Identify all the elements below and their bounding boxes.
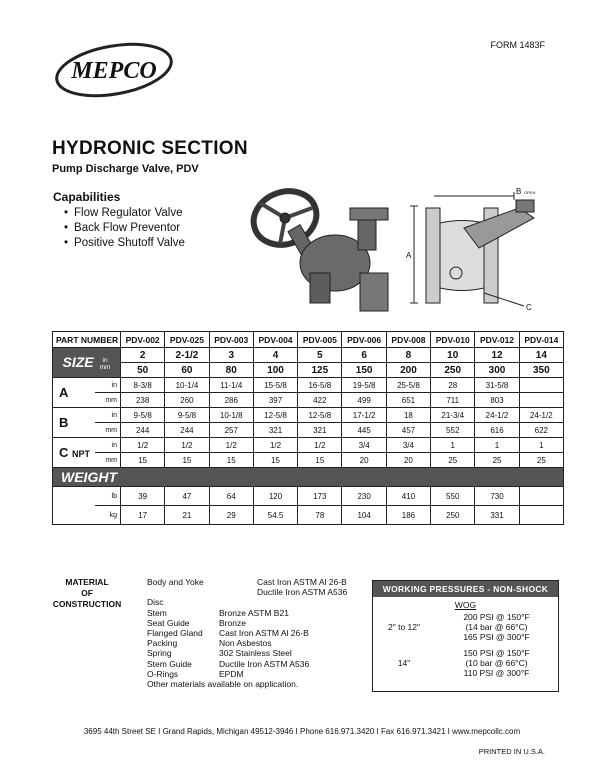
a-in-cell: 31-5/8 (475, 378, 519, 393)
pressure-value: (14 bar @ 66°C) (465, 622, 528, 632)
material-heading (52, 577, 122, 610)
wog-label: WOG (454, 600, 477, 610)
dim-c-label: C (59, 445, 69, 460)
weight-lb-cell: 550 (431, 487, 475, 506)
weight-lb-cell: 173 (298, 487, 342, 506)
a-in-cell: 8-3/8 (121, 378, 165, 393)
working-pressures-box (372, 580, 559, 692)
mepco-logo (52, 38, 182, 98)
size-mm-cell: 100 (253, 363, 297, 378)
a-mm-cell: 397 (253, 393, 297, 408)
a-mm-cell (519, 393, 563, 408)
logo-text: MEPCO (71, 58, 157, 84)
c-in-cell: 1/2 (165, 438, 209, 453)
weight-label: WEIGHT (53, 468, 564, 487)
material-key: Packing (147, 638, 178, 649)
capabilities-heading: Capabilities (53, 190, 121, 204)
c-in-cell: 1 (431, 438, 475, 453)
size-in-cell: 12 (475, 348, 519, 363)
footer-contact: 3695 44th Street SE I Grand Rapids, Michigan 49512-3946 I Phone 616.971.3420 I Fax 616.971.3421 I www.mepcollc.com (83, 727, 521, 736)
table-row (53, 378, 564, 393)
unit-label: in (95, 438, 121, 453)
pressure-size: 14" (397, 658, 411, 668)
b-mm-cell: 321 (298, 423, 342, 438)
table-row (53, 506, 564, 525)
material-row (147, 659, 369, 669)
size-mm-cell: 250 (431, 363, 475, 378)
weight-blank (53, 487, 95, 525)
size-in-cell: 2-1/2 (165, 348, 209, 363)
material-value: Cast Iron ASTM Al 26-B (219, 628, 309, 639)
table-row (53, 408, 564, 423)
material-row (147, 669, 369, 679)
part-cell: PDV-006 (342, 332, 386, 348)
c-mm-cell: 25 (475, 453, 519, 468)
table-row (53, 438, 564, 453)
a-mm-cell: 803 (475, 393, 519, 408)
size-mm-cell: 350 (519, 363, 563, 378)
material-value: Bronze (219, 617, 246, 628)
a-mm-cell: 651 (386, 393, 430, 408)
size-in-cell: 8 (386, 348, 430, 363)
weight-lb-cell: 64 (209, 487, 253, 506)
b-mm-cell: 622 (519, 423, 563, 438)
b-in-cell: 12-5/8 (298, 408, 342, 423)
weight-kg-cell: 21 (165, 506, 209, 525)
b-in-cell: 24-1/2 (519, 408, 563, 423)
material-value: Non Asbestos (219, 638, 272, 649)
weight-kg-cell: 54.5 (253, 506, 297, 525)
size-mm-cell: 50 (121, 363, 165, 378)
part-cell: PDV-025 (165, 332, 209, 348)
c-mm-cell: 20 (386, 453, 430, 468)
size-mm-cell: 300 (475, 363, 519, 378)
a-mm-cell: 711 (431, 393, 475, 408)
weight-kg-cell: 29 (209, 506, 253, 525)
a-in-cell: 28 (431, 378, 475, 393)
a-in-cell: 25-5/8 (386, 378, 430, 393)
unit-label: mm (95, 453, 121, 468)
c-in-cell: 3/4 (386, 438, 430, 453)
size-label-cell (53, 348, 121, 378)
material-key: Spring (147, 648, 172, 659)
pressure-value: 110 PSI @ 300°F (463, 668, 530, 678)
material-key: Seat Guide (147, 617, 190, 628)
weight-kg-cell: 104 (342, 506, 386, 525)
a-mm-cell: 499 (342, 393, 386, 408)
a-in-cell: 15-5/8 (253, 378, 297, 393)
c-mm-cell: 20 (342, 453, 386, 468)
dim-a-label: A (53, 378, 95, 408)
pressure-value: (10 bar @ 66°C) (465, 658, 528, 668)
label-open: OPEN (524, 190, 536, 195)
c-mm-cell: 15 (298, 453, 342, 468)
c-mm-cell: 15 (121, 453, 165, 468)
material-key: Flanged Gland (147, 628, 203, 639)
table-row (53, 468, 564, 487)
b-mm-cell: 244 (121, 423, 165, 438)
material-value: Ductile Iron ASTM A536 (219, 658, 310, 669)
valve-photo (240, 178, 400, 313)
c-mm-cell: 25 (519, 453, 563, 468)
material-key: Disc (147, 597, 164, 608)
c-mm-cell: 15 (165, 453, 209, 468)
a-in-cell: 16-5/8 (298, 378, 342, 393)
a-in-cell: 19-5/8 (342, 378, 386, 393)
a-mm-cell: 238 (121, 393, 165, 408)
b-mm-cell: 457 (386, 423, 430, 438)
weight-lb-cell: 410 (386, 487, 430, 506)
material-heading-line: MATERIAL (65, 577, 109, 587)
size-in-cell: 10 (431, 348, 475, 363)
weight-kg-cell (519, 506, 563, 525)
a-in-cell: 11-1/4 (209, 378, 253, 393)
size-in-cell: 5 (298, 348, 342, 363)
size-mm-cell: 150 (342, 363, 386, 378)
table-row (53, 453, 564, 468)
part-number-label: PART NUMBER (53, 332, 121, 348)
size-mm-cell: 200 (386, 363, 430, 378)
material-row (147, 608, 369, 618)
material-value: Cast Iron ASTM Al 26-B (257, 577, 347, 587)
working-pressures-heading: WORKING PRESSURES - NON-SHOCK (373, 581, 558, 597)
a-mm-cell: 422 (298, 393, 342, 408)
part-cell: PDV-005 (298, 332, 342, 348)
capability-item: • Positive Shutoff Valve (64, 236, 185, 251)
material-note: Other materials available on application. (147, 679, 299, 690)
material-value: EPDM (219, 668, 244, 679)
weight-lb-cell: 39 (121, 487, 165, 506)
unit-label: lb (95, 487, 121, 506)
c-in-cell: 1/2 (298, 438, 342, 453)
weight-kg-cell: 331 (475, 506, 519, 525)
material-key: Body and Yoke (147, 577, 204, 587)
table-row (53, 423, 564, 438)
pressure-row (373, 612, 558, 642)
weight-lb-cell: 120 (253, 487, 297, 506)
capabilities-list (64, 206, 185, 251)
c-mm-cell: 15 (209, 453, 253, 468)
material-row (147, 618, 369, 628)
c-in-cell: 1 (519, 438, 563, 453)
b-in-cell: 21-3/4 (431, 408, 475, 423)
c-in-cell: 3/4 (342, 438, 386, 453)
unit-label: mm (95, 393, 121, 408)
material-key: Stem Guide (147, 658, 192, 669)
page-subtitle: Pump Discharge Valve, PDV (52, 163, 199, 175)
material-key: O-Rings (147, 668, 179, 679)
a-mm-cell: 286 (209, 393, 253, 408)
unit-label: kg (95, 506, 121, 525)
label-c: C (526, 303, 532, 312)
material-row (147, 638, 369, 648)
dim-c-npt: NPT (72, 449, 91, 459)
pressure-value: 200 PSI @ 150°F (463, 612, 530, 622)
table-row (53, 487, 564, 506)
weight-lb-cell: 230 (342, 487, 386, 506)
unit-label: in (95, 378, 121, 393)
part-cell: PDV-002 (121, 332, 165, 348)
a-in-cell (519, 378, 563, 393)
b-in-cell: 24-1/2 (475, 408, 519, 423)
c-mm-cell: 15 (253, 453, 297, 468)
table-row (53, 393, 564, 408)
size-mm-cell: 80 (209, 363, 253, 378)
weight-kg-cell: 78 (298, 506, 342, 525)
material-list (147, 577, 369, 689)
unit-label: in (95, 408, 121, 423)
capability-item: • Back Flow Preventor (64, 221, 185, 236)
material-row (147, 597, 369, 607)
weight-kg-cell: 186 (386, 506, 430, 525)
pressure-size: 2" to 12" (387, 622, 421, 632)
part-cell: PDV-008 (386, 332, 430, 348)
part-cell: PDV-014 (519, 332, 563, 348)
part-cell: PDV-010 (431, 332, 475, 348)
dim-b-label: B (53, 408, 95, 438)
part-cell: PDV-004 (253, 332, 297, 348)
c-in-cell: 1/2 (253, 438, 297, 453)
pressure-value: 165 PSI @ 300°F (463, 632, 530, 642)
material-value (219, 597, 369, 607)
b-in-cell: 18 (386, 408, 430, 423)
size-in-cell: 2 (121, 348, 165, 363)
c-in-cell: 1 (475, 438, 519, 453)
b-mm-cell: 445 (342, 423, 386, 438)
size-in-cell: 3 (209, 348, 253, 363)
b-mm-cell: 321 (253, 423, 297, 438)
size-mm-cell: 60 (165, 363, 209, 378)
material-row (147, 628, 369, 638)
pressure-value: 150 PSI @ 150°F (463, 648, 530, 658)
size-in-cell: 6 (342, 348, 386, 363)
size-in-cell: 4 (253, 348, 297, 363)
material-heading-line: OF (81, 588, 93, 598)
label-a: A (406, 251, 412, 260)
label-b: B (516, 187, 522, 196)
table-row (53, 348, 564, 363)
c-in-cell: 1/2 (209, 438, 253, 453)
weight-lb-cell: 47 (165, 487, 209, 506)
b-in-cell: 12-5/8 (253, 408, 297, 423)
size-label: SIZE (62, 354, 94, 371)
weight-kg-cell: 17 (121, 506, 165, 525)
material-value: Bronze ASTM B21 (219, 607, 289, 618)
valve-dimension-diagram (404, 178, 554, 313)
dim-c-label-cell (53, 438, 95, 468)
material-row (147, 577, 369, 597)
b-in-cell: 17-1/2 (342, 408, 386, 423)
material-value: 302 Stainless Steel (219, 648, 292, 659)
a-mm-cell: 260 (165, 393, 209, 408)
size-mm-cell: 125 (298, 363, 342, 378)
material-heading-line: CONSTRUCTION (52, 599, 122, 609)
form-number: FORM 1483F (490, 40, 545, 50)
dimensions-table (52, 331, 564, 525)
printed-note: PRINTED IN U.S.A. (478, 747, 545, 756)
page-title: HYDRONIC SECTION (52, 138, 248, 159)
b-mm-cell: 552 (431, 423, 475, 438)
capability-item: • Flow Regulator Valve (64, 206, 185, 221)
material-key: Stem (147, 607, 167, 618)
weight-lb-cell: 730 (475, 487, 519, 506)
b-mm-cell: 257 (209, 423, 253, 438)
b-in-cell: 9-5/8 (165, 408, 209, 423)
part-cell: PDV-003 (209, 332, 253, 348)
c-mm-cell: 25 (431, 453, 475, 468)
b-mm-cell: 616 (475, 423, 519, 438)
a-in-cell: 10-1/4 (165, 378, 209, 393)
table-row (53, 332, 564, 348)
weight-kg-cell: 250 (431, 506, 475, 525)
pressure-row (373, 648, 558, 678)
size-unit-in: in (102, 356, 108, 364)
b-mm-cell: 244 (165, 423, 209, 438)
part-cell: PDV-012 (475, 332, 519, 348)
size-in-cell: 14 (519, 348, 563, 363)
unit-label: mm (95, 423, 121, 438)
c-in-cell: 1/2 (121, 438, 165, 453)
table-row (53, 363, 564, 378)
size-unit-mm: mm (99, 363, 111, 371)
material-value: Ductile Iron ASTM A536 (257, 587, 348, 598)
material-row (147, 648, 369, 658)
weight-lb-cell (519, 487, 563, 506)
b-in-cell: 10-1/8 (209, 408, 253, 423)
b-in-cell: 9-5/8 (121, 408, 165, 423)
